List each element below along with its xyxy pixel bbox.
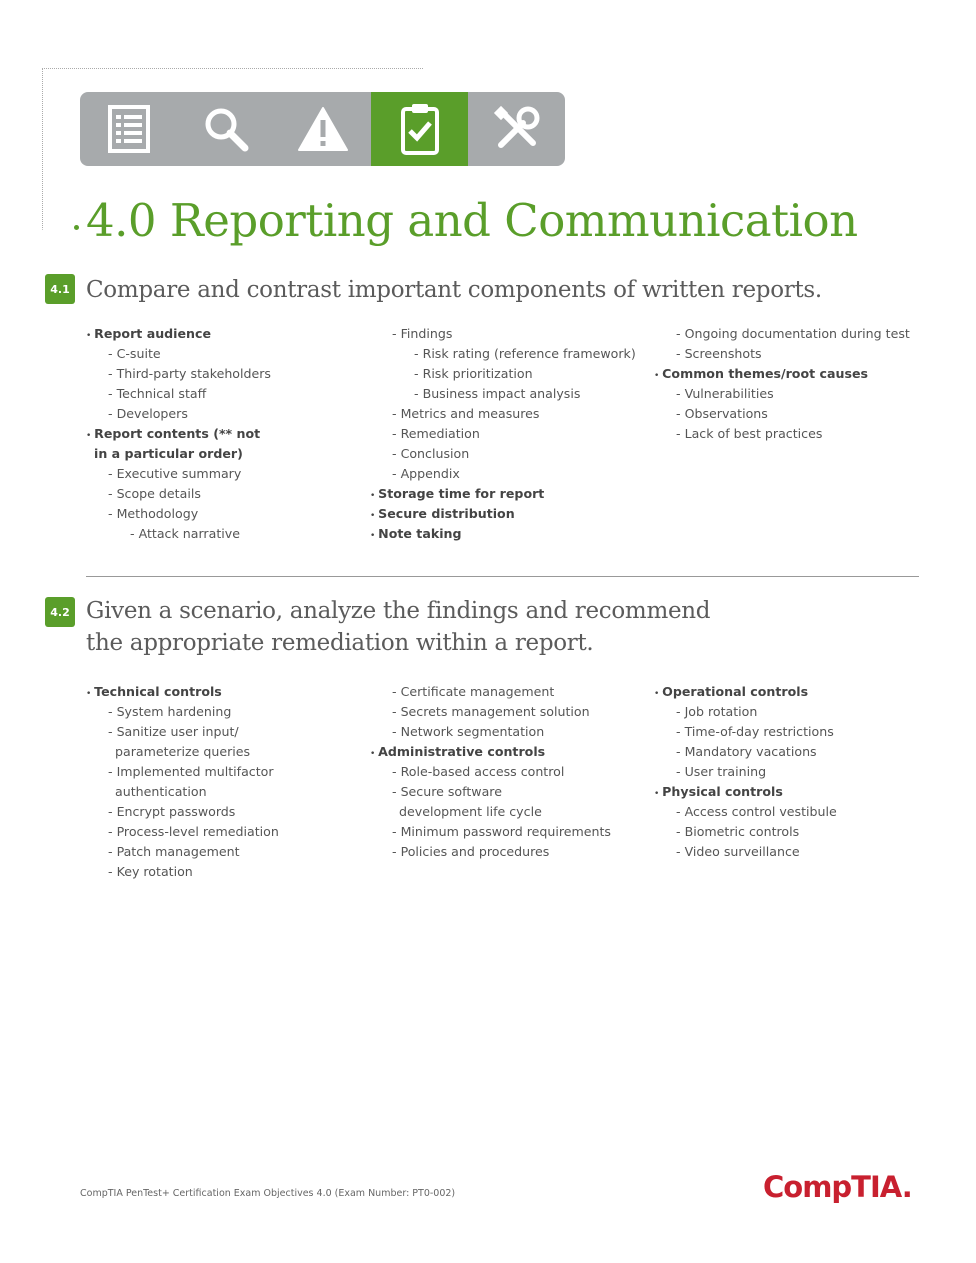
objective-item: - Remediation (370, 424, 636, 444)
section-title-line: the appropriate remediation within a report. (86, 630, 594, 656)
comptia-logo: CompTIA. (763, 1170, 912, 1204)
objective-item: - Encrypt passwords (86, 802, 279, 822)
objective-item: - Business impact analysis (370, 384, 636, 404)
objective-item: - Developers (86, 404, 271, 424)
objective-item: - Lack of best practices (654, 424, 910, 444)
objective-column (86, 682, 279, 882)
domain-icon-bar (80, 92, 565, 166)
objective-heading: • Report audience (86, 324, 271, 344)
objective-item: authentication (115, 784, 207, 799)
section-badge: 4.1 (45, 274, 75, 304)
objective-item: - Secure software (370, 782, 611, 802)
objective-heading: • Note taking (370, 524, 636, 544)
objective-item: - Minimum password requirements (370, 822, 611, 842)
objective-item: - Access control vestibule (654, 802, 837, 822)
objective-item: - Scope details (86, 484, 271, 504)
objective-item: - Network segmentation (370, 722, 611, 742)
objective-item: - Risk prioritization (370, 364, 636, 384)
objective-item: - C-suite (86, 344, 271, 364)
objective-item: - Appendix (370, 464, 636, 484)
objective-item: - Screenshots (654, 344, 910, 364)
section-title-line: Given a scenario, analyze the findings and recommend (86, 598, 711, 624)
section-badge: 4.2 (45, 597, 75, 627)
objective-heading: in a particular order) (94, 446, 243, 461)
clipboard-check-icon (371, 92, 468, 166)
section-title (86, 274, 822, 306)
objective-item: - Job rotation (654, 702, 837, 722)
objective-item: - Implemented multifactor (86, 762, 279, 782)
objective-item: development life cycle (399, 804, 542, 819)
objective-heading: • Administrative controls (370, 742, 611, 762)
objective-column (370, 324, 636, 544)
footer-text: CompTIA PenTest+ Certification Exam Objectives 4.0 (Exam Number: PT0-002) (80, 1188, 456, 1199)
objective-item: - Process-level remediation (86, 822, 279, 842)
list-icon (80, 92, 177, 166)
objective-item: - Patch management (86, 842, 279, 862)
section-title-line: Compare and contrast important components of written reports. (86, 277, 822, 303)
warning-icon (274, 92, 371, 166)
objective-item: - Time-of-day restrictions (654, 722, 837, 742)
objective-item: - Risk rating (reference framework) (370, 344, 636, 364)
objective-heading: • Common themes/root causes (654, 364, 910, 384)
tools-icon (468, 92, 565, 166)
objective-item: - User training (654, 762, 837, 782)
objective-heading: • Physical controls (654, 782, 837, 802)
objective-item: - Secrets management solution (370, 702, 611, 722)
objective-item: - Findings (370, 324, 636, 344)
objective-heading: • Technical controls (86, 682, 279, 702)
magnifier-icon (177, 92, 274, 166)
page-title: 4.0 Reporting and Communication (86, 194, 858, 247)
objective-heading: • Storage time for report (370, 484, 636, 504)
objective-heading: • Report contents (** not (86, 424, 271, 444)
objective-item: - Vulnerabilities (654, 384, 910, 404)
objective-item: - Ongoing documentation during test (654, 324, 910, 344)
objective-item: - Biometric controls (654, 822, 837, 842)
objective-item: - Attack narrative (86, 524, 271, 544)
objective-item: - Certificate management (370, 682, 611, 702)
objective-item: - Observations (654, 404, 910, 424)
objective-column (654, 324, 910, 444)
objective-item: parameterize queries (115, 744, 251, 759)
objective-column (370, 682, 611, 862)
objective-item: - Key rotation (86, 862, 279, 882)
objective-item: - Conclusion (370, 444, 636, 464)
objective-column (654, 682, 837, 862)
objective-item: - Role-based access control (370, 762, 611, 782)
section-divider (86, 576, 919, 577)
section-title (86, 595, 710, 659)
objective-item: - Mandatory vacations (654, 742, 837, 762)
objective-heading: • Operational controls (654, 682, 837, 702)
objective-item: - System hardening (86, 702, 279, 722)
objective-item: - Policies and procedures (370, 842, 611, 862)
objective-item: - Metrics and measures (370, 404, 636, 424)
objective-item: - Executive summary (86, 464, 271, 484)
objective-item: - Methodology (86, 504, 271, 524)
objective-column (86, 324, 271, 544)
objective-item: - Technical staff (86, 384, 271, 404)
objective-item: - Video surveillance (654, 842, 837, 862)
objective-item: - Sanitize user input/ (86, 722, 279, 742)
objective-item: - Third-party stakeholders (86, 364, 271, 384)
title-bullet (74, 225, 79, 230)
objective-heading: • Secure distribution (370, 504, 636, 524)
